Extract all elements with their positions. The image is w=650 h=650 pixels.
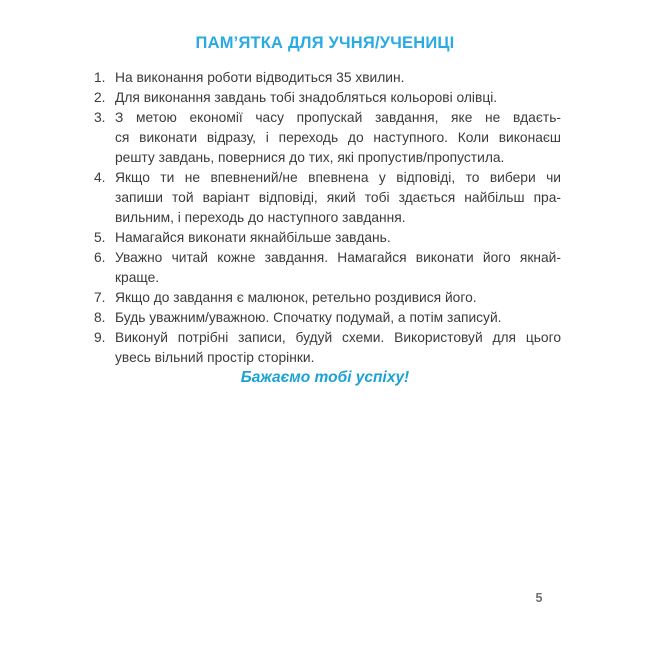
item-number: 3. xyxy=(94,110,106,125)
item-line: Для виконання завдань тобі знадобляться кольорові олівці. xyxy=(115,90,498,105)
list-item xyxy=(94,248,561,288)
item-text xyxy=(115,248,561,288)
item-line: Виконуй потрібні записи, будуй схеми. Використовуй для цього xyxy=(115,330,561,345)
item-line: вильним, і переходь до наступного завдання. xyxy=(115,210,406,225)
item-line: решту завдань, повернися до тих, які пропустив/пропустила. xyxy=(115,150,505,165)
item-number: 5. xyxy=(94,230,106,245)
item-text xyxy=(115,168,561,228)
item-number: 2. xyxy=(94,90,106,105)
list-item xyxy=(94,168,561,228)
memo-list xyxy=(94,68,561,368)
item-line: увесь вільний простір сторінки. xyxy=(115,350,315,365)
page-number: 5 xyxy=(535,591,543,605)
item-line: На виконання роботи відводиться 35 хвилин. xyxy=(115,70,405,85)
item-line: Якщо ти не впевнений/не впевнена у відповіді, то вибери чи xyxy=(115,170,561,185)
item-text xyxy=(115,68,561,88)
item-line: З метою економії часу пропускай завдання, яке не вдаєть- xyxy=(115,110,561,125)
item-line: Намагайся виконати якнайбільше завдань. xyxy=(115,230,391,245)
list-item xyxy=(94,108,561,168)
page-title: ПАМ’ЯТКА ДЛЯ УЧНЯ/УЧЕНИЦІ xyxy=(195,34,455,52)
item-line: Будь уважним/уважною. Спочатку подумай, а потім записуй. xyxy=(115,310,502,325)
item-number: 7. xyxy=(94,290,106,305)
list-item xyxy=(94,308,561,328)
item-text xyxy=(115,228,561,248)
list-item xyxy=(94,228,561,248)
item-text xyxy=(115,308,561,328)
item-text xyxy=(115,88,561,108)
item-number: 4. xyxy=(94,170,106,185)
item-number: 9. xyxy=(94,330,106,345)
list-item xyxy=(94,68,561,88)
item-number: 1. xyxy=(94,70,106,85)
item-line: запиши той варіант відповіді, який тобі здається найбільш пра- xyxy=(115,190,561,205)
item-text xyxy=(115,108,561,168)
list-item xyxy=(94,88,561,108)
item-line: Уважно читай кожне завдання. Намагайся виконати його якнай- xyxy=(115,250,561,265)
item-text xyxy=(115,288,561,308)
list-item xyxy=(94,328,561,368)
item-line: ся виконати відразу, і переходь до наступного. Коли виконаєш xyxy=(115,130,561,145)
item-number: 6. xyxy=(94,250,106,265)
list-item xyxy=(94,288,561,308)
item-number: 8. xyxy=(94,310,106,325)
item-text xyxy=(115,328,561,368)
item-line: Якщо до завдання є малюнок, ретельно роздивися його. xyxy=(115,290,477,305)
wish-text: Бажаємо тобі успіху! xyxy=(240,369,410,386)
item-line: краще. xyxy=(115,270,160,285)
